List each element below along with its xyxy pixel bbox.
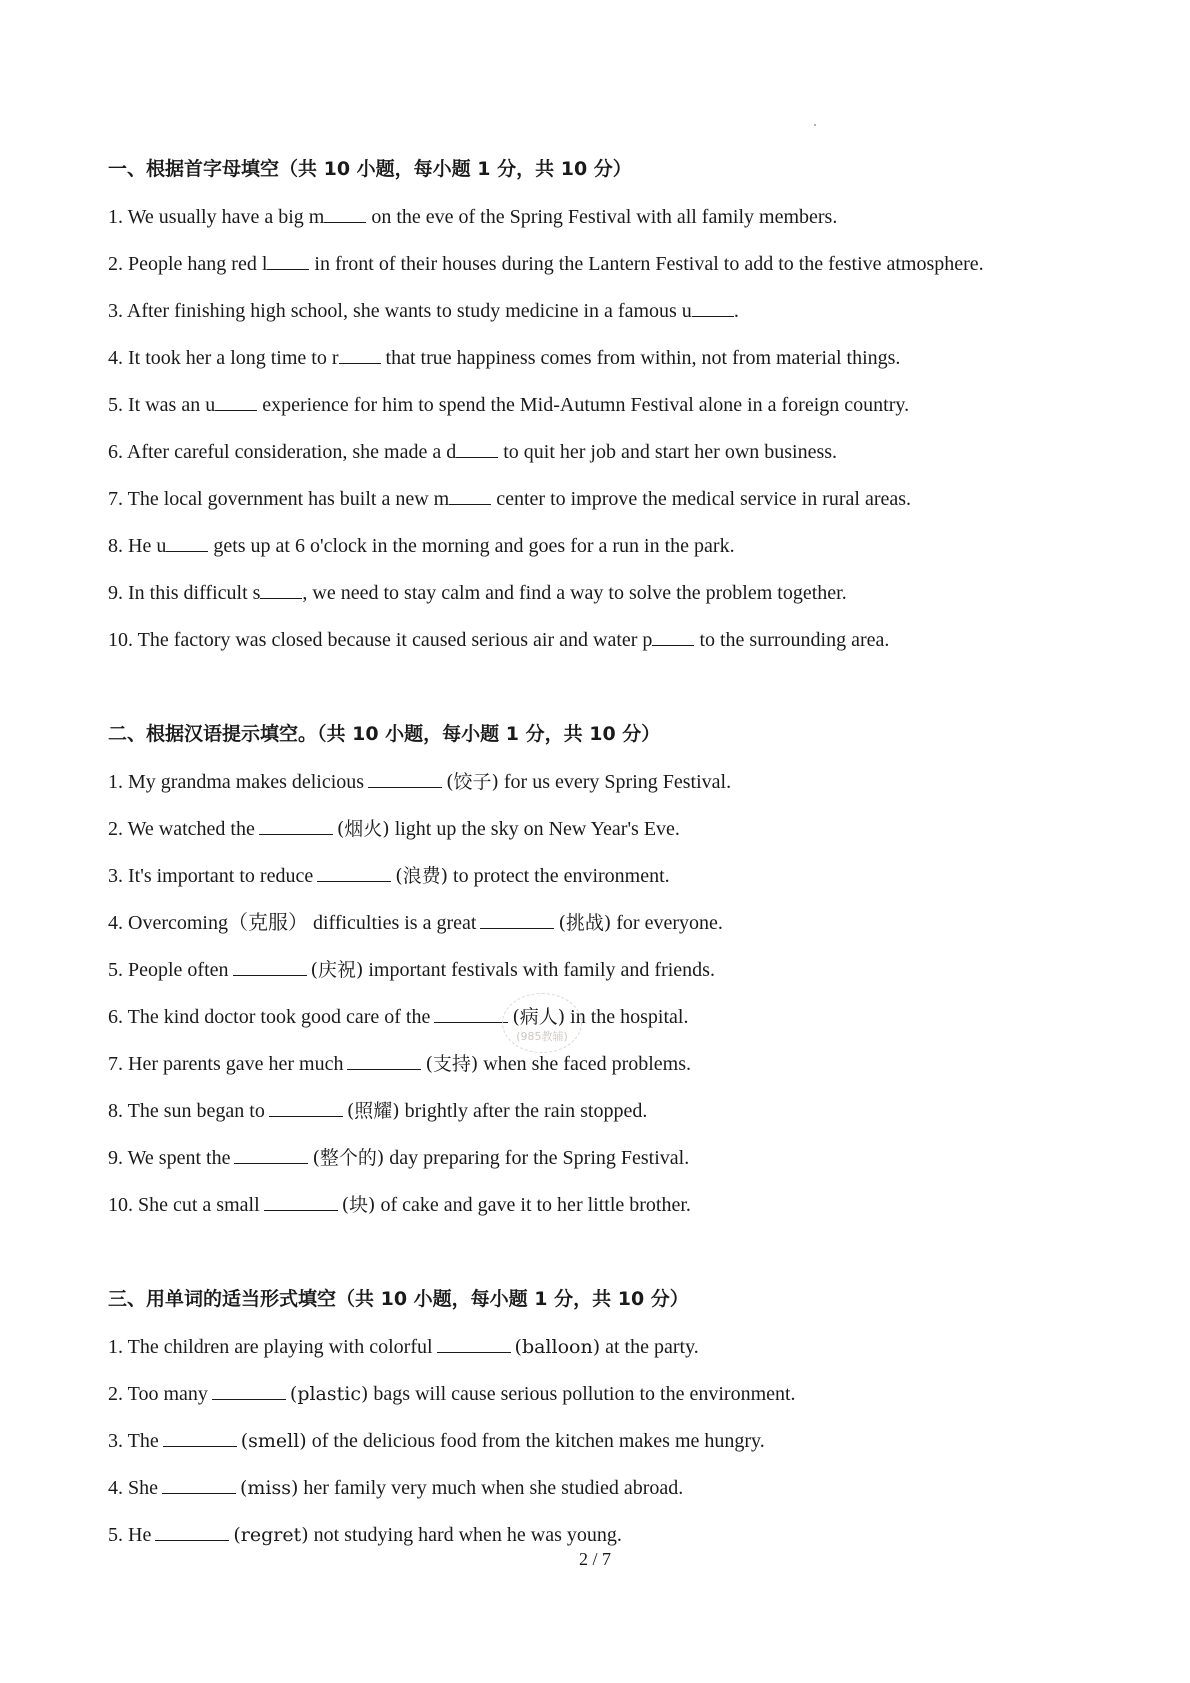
question-item: 3. After finishing high school, she wants to study medicine in a famous u .: [108, 296, 1108, 322]
answer-blank[interactable]: [437, 1332, 511, 1353]
section-word-forms: [108, 1286, 1108, 1546]
hint-text: (miss): [240, 1477, 299, 1499]
question-item: 6. After careful consideration, she made a d to quit her job and start her own business.: [108, 437, 1108, 463]
watermark-stamp: [502, 993, 582, 1053]
hint-text: (烟火): [336, 818, 390, 840]
answer-blank[interactable]: [480, 908, 554, 929]
question-item: 1. We usually have a big m on the eve of the Spring Festival with all family members.: [108, 202, 1108, 228]
answer-blank[interactable]: [692, 296, 734, 317]
hint-text: (regret): [233, 1524, 309, 1546]
question-item: 1. My grandma makes delicious (饺子) for us every Spring Festival.: [108, 767, 1108, 793]
question-item: 7. The local government has built a new m center to improve the medical service in rural areas.: [108, 484, 1108, 510]
stray-dot: [814, 124, 816, 126]
answer-blank[interactable]: [155, 1520, 229, 1541]
hint-text: (浪费): [395, 865, 449, 887]
answer-blank[interactable]: [234, 1143, 308, 1164]
answer-blank[interactable]: [259, 814, 333, 835]
answer-blank[interactable]: [260, 578, 302, 599]
question-list: [108, 767, 1108, 1216]
hint-text: (照耀): [346, 1100, 400, 1122]
question-item: 1. The children are playing with colorful (balloon) at the party.: [108, 1332, 1108, 1358]
question-item: 7. Her parents gave her much (支持) when she faced problems.: [108, 1049, 1108, 1075]
answer-blank[interactable]: [269, 1096, 343, 1117]
hint-text: (plastic): [289, 1383, 369, 1405]
hint-text: (支持): [425, 1053, 479, 1075]
hint-text: (块): [341, 1194, 376, 1216]
answer-blank[interactable]: [456, 437, 498, 458]
answer-blank[interactable]: [347, 1049, 421, 1070]
question-item: 10. She cut a small (块) of cake and gave it to her little brother.: [108, 1190, 1108, 1216]
question-item: 9. In this difficult s , we need to stay calm and find a way to solve the problem together.: [108, 578, 1108, 604]
hint-text: (庆祝): [310, 959, 364, 981]
watermark-text: (985教辅): [516, 1030, 568, 1043]
page-number: 2 / 7: [578, 1549, 611, 1569]
hint-text: (病人): [512, 1006, 566, 1028]
question-item: 2. Too many (plastic) bags will cause serious pollution to the environment.: [108, 1379, 1108, 1405]
section-initial-letter: [108, 156, 1108, 651]
section-title: 二、根据汉语提示填空。（共 10 小题，每小题 1 分，共 10 分）: [108, 723, 661, 745]
question-item: 10. The factory was closed because it caused serious air and water p to the surrounding area.: [108, 625, 1108, 651]
question-item: 4. She (miss) her family very much when she studied abroad.: [108, 1473, 1108, 1499]
section-title: 三、用单词的适当形式填空（共 10 小题，每小题 1 分，共 10 分）: [108, 1288, 689, 1310]
answer-blank[interactable]: [215, 390, 257, 411]
hint-text: (整个的): [312, 1147, 385, 1169]
question-item: 5. He (regret) not studying hard when he was young.: [108, 1520, 1108, 1546]
answer-blank[interactable]: [264, 1190, 338, 1211]
hint-text: (饺子): [446, 771, 499, 793]
hint-text: (挑战): [558, 912, 612, 934]
answer-blank[interactable]: [162, 1473, 236, 1494]
question-item: 6. The kind doctor took good care of the (病人) in the hospital.: [108, 1002, 1108, 1028]
answer-blank[interactable]: [317, 861, 391, 882]
question-item: 8. He u gets up at 6 o'clock in the morning and goes for a run in the park.: [108, 531, 1108, 557]
question-list: [108, 1332, 1108, 1546]
answer-blank[interactable]: [339, 343, 381, 364]
hint-text: (balloon): [514, 1336, 601, 1358]
answer-blank[interactable]: [267, 249, 309, 270]
section-chinese-hints: [108, 721, 1108, 1216]
answer-blank[interactable]: [368, 767, 442, 788]
question-item: 5. It was an u experience for him to spend the Mid-Autumn Festival alone in a foreign country.: [108, 390, 1108, 416]
question-item: 8. The sun began to (照耀) brightly after the rain stopped.: [108, 1096, 1108, 1122]
answer-blank[interactable]: [233, 955, 307, 976]
section-title: 一、根据首字母填空（共 10 小题，每小题 1 分，共 10 分）: [108, 158, 632, 180]
answer-blank[interactable]: [652, 625, 694, 646]
answer-blank[interactable]: [449, 484, 491, 505]
answer-blank[interactable]: [324, 202, 366, 223]
answer-blank[interactable]: [163, 1426, 237, 1447]
answer-blank[interactable]: [212, 1379, 286, 1400]
question-item: 3. The (smell) of the delicious food from the kitchen makes me hungry.: [108, 1426, 1108, 1452]
question-item: 4. Overcoming（克服） difficulties is a great (挑战) for everyone.: [108, 908, 1108, 934]
question-item: 2. We watched the (烟火) light up the sky on New Year's Eve.: [108, 814, 1108, 840]
question-item: 4. It took her a long time to r that true happiness comes from within, not from material things.: [108, 343, 1108, 369]
answer-blank[interactable]: [434, 1002, 508, 1023]
question-item: 3. It's important to reduce (浪费) to protect the environment.: [108, 861, 1108, 887]
question-item: 5. People often (庆祝) important festivals with family and friends.: [108, 955, 1108, 981]
question-item: 9. We spent the (整个的) day preparing for the Spring Festival.: [108, 1143, 1108, 1169]
hint-text: (smell): [240, 1430, 307, 1452]
question-item: 2. People hang red l in front of their houses during the Lantern Festival to add to the festive atmosphere.: [108, 249, 1108, 275]
answer-blank[interactable]: [166, 531, 208, 552]
question-list: [108, 202, 1108, 651]
